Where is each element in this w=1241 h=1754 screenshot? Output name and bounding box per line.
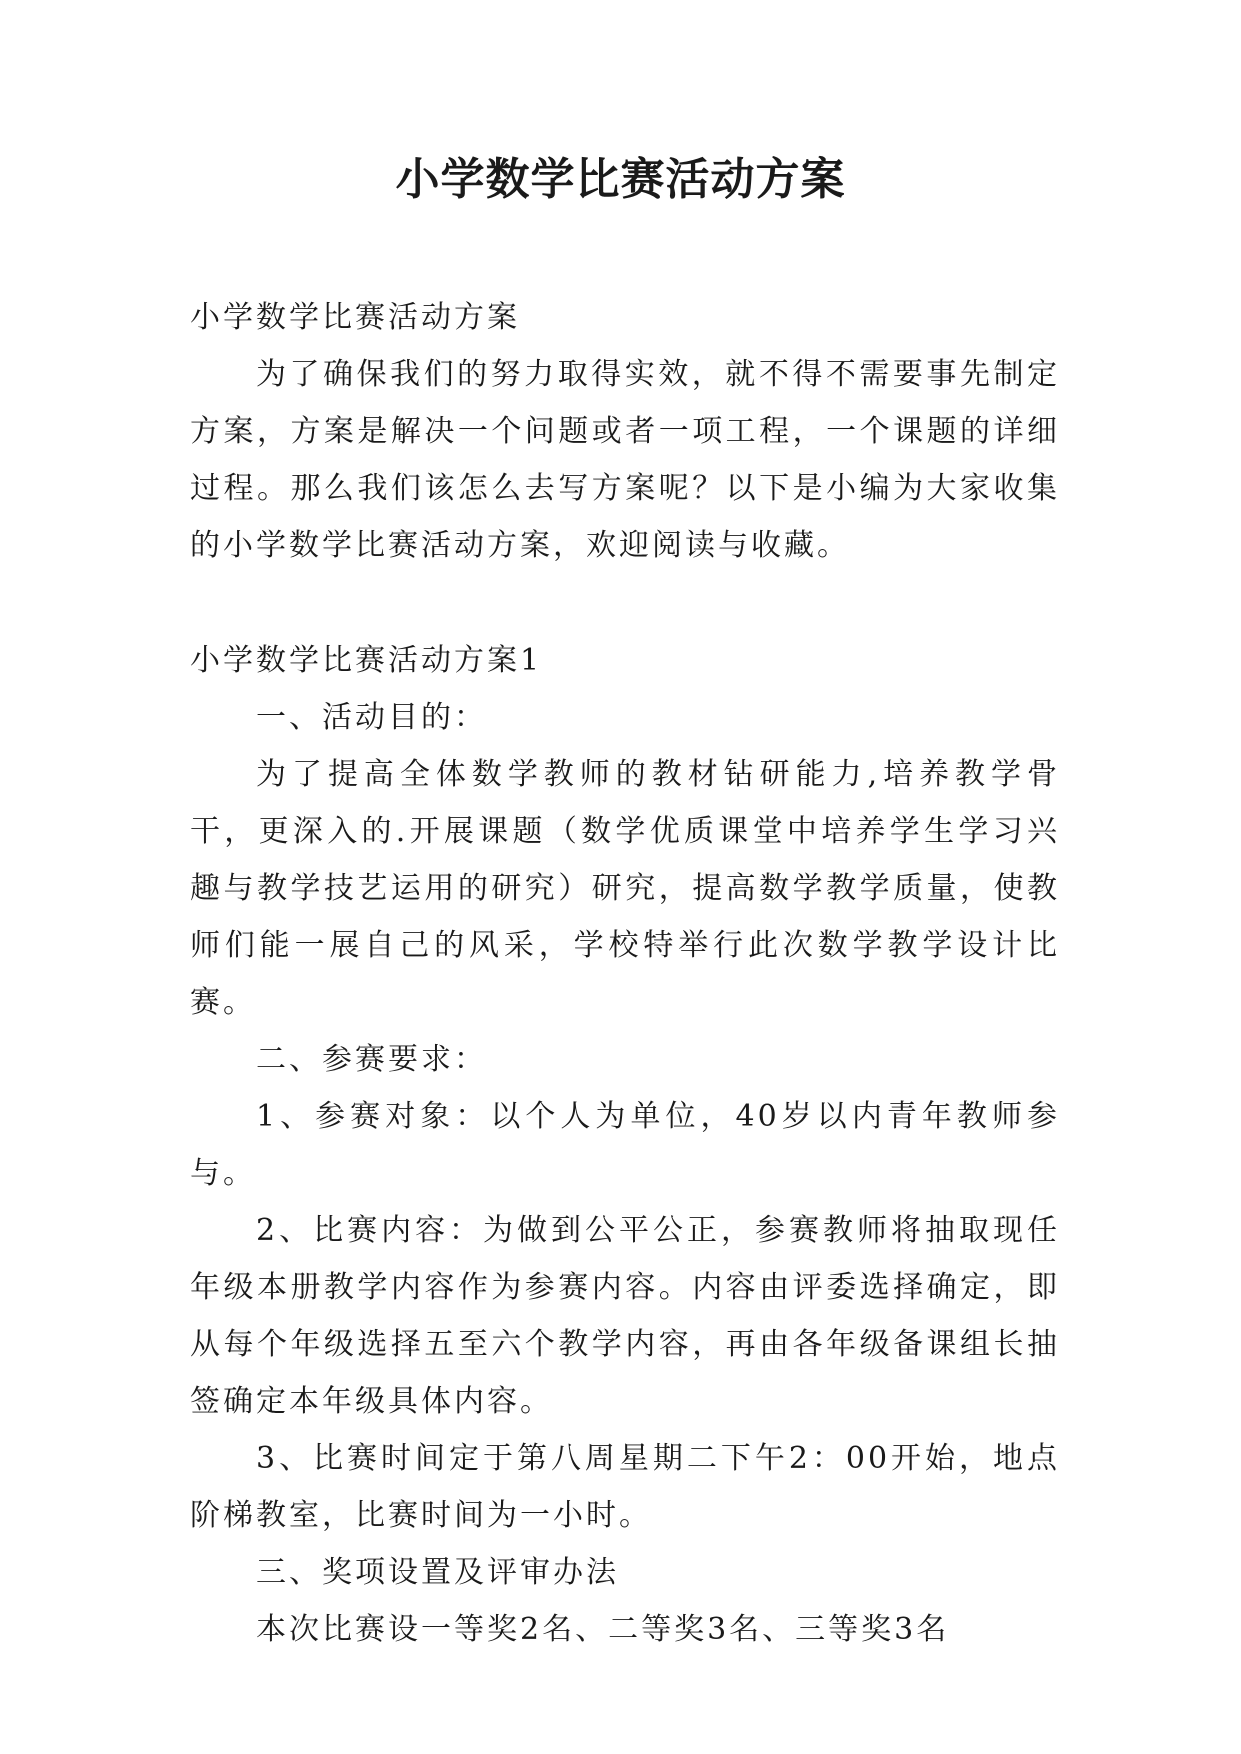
document-body xyxy=(190,289,1060,1658)
paragraph-awards: 本次比赛设一等奖2名、二等奖3名、三等奖3名 xyxy=(256,1612,950,1647)
section-heading: 小学数学比赛活动方案1 xyxy=(190,643,543,678)
document-subtitle: 小学数学比赛活动方案 xyxy=(190,300,520,335)
heading-activity-purpose: 一、活动目的： xyxy=(256,700,487,735)
intro-paragraph: 为了确保我们的努力取得实效，就不得不需要事先制定方案，方案是解决一个问题或者一项工程，一个课题的详细过程。那么我们该怎么去写方案呢？以下是小编为大家收集的小学数学比赛活动方案，欢迎阅读与收藏。 xyxy=(190,357,1060,563)
item-content: 2、比赛内容：为做到公平公正，参赛教师将抽取现任年级本册教学内容作为参赛内容。内容由评委选择确定，即从每个年级选择五至六个教学内容，再由各年级备课组长抽签确定本年级具体内容。 xyxy=(190,1213,1060,1419)
item-participants: 1、参赛对象：以个人为单位，40岁以内青年教师参与。 xyxy=(190,1099,1060,1191)
item-time: 3、比赛时间定于第八周星期二下午2：00开始，地点阶梯教室，比赛时间为一小时。 xyxy=(190,1441,1060,1533)
section-spacer xyxy=(190,574,1060,632)
document-title: 小学数学比赛活动方案 xyxy=(395,154,846,205)
paragraph-purpose: 为了提高全体数学教师的教材钻研能力,培养教学骨干，更深入的.开展课题（数学优质课堂中培养学生学习兴趣与教学技艺运用的研究）研究，提高数学教学质量，使教师们能一展自己的风采，学校特举行此次数学教学设计比赛。 xyxy=(190,757,1060,1020)
heading-requirements: 二、参赛要求： xyxy=(256,1042,487,1077)
heading-awards: 三、奖项设置及评审办法 xyxy=(256,1555,619,1590)
